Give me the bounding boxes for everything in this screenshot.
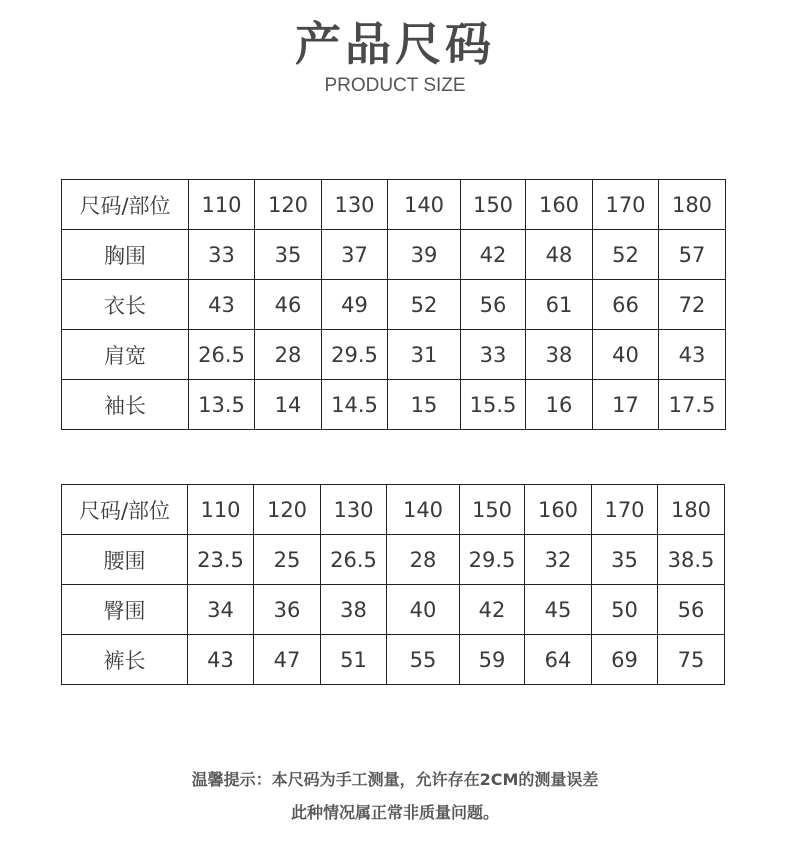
bottom-size-table [61, 484, 725, 685]
part-label-cell: 裤长 [62, 635, 188, 685]
measurement-cell: 29.5 [460, 535, 525, 585]
size-header-cell: 160 [526, 180, 593, 230]
table-row [62, 380, 726, 430]
measurement-cell: 49 [322, 280, 388, 330]
measurement-cell: 45 [525, 585, 592, 635]
part-label-cell: 臀围 [62, 585, 188, 635]
page-subtitle: PRODUCT SIZE [324, 75, 466, 96]
size-header-cell: 150 [461, 180, 526, 230]
measurement-cell: 50 [592, 585, 658, 635]
measurement-cell: 69 [592, 635, 658, 685]
measurement-cell: 17 [593, 380, 659, 430]
measurement-cell: 14 [255, 380, 322, 430]
measurement-cell: 43 [659, 330, 726, 380]
size-header-cell: 110 [189, 180, 255, 230]
measurement-cell: 55 [387, 635, 460, 685]
part-label-cell: 胸围 [62, 230, 189, 280]
measurement-cell: 37 [322, 230, 388, 280]
measurement-cell: 38 [321, 585, 387, 635]
measurement-cell: 15.5 [461, 380, 526, 430]
measurement-cell: 35 [255, 230, 322, 280]
measurement-cell: 36 [254, 585, 321, 635]
measurement-cell: 34 [188, 585, 254, 635]
size-part-header-cell: 尺码/部位 [62, 485, 188, 535]
tip-note-line1: 温馨提示：本尺码为手工测量，允许存在2CM的测量误差 [191, 770, 599, 789]
measurement-cell: 35 [592, 535, 658, 585]
table-row [62, 585, 725, 635]
measurement-cell: 33 [189, 230, 255, 280]
size-header-cell: 140 [388, 180, 461, 230]
size-header-cell: 130 [321, 485, 387, 535]
measurement-cell: 26.5 [321, 535, 387, 585]
measurement-cell: 13.5 [189, 380, 255, 430]
part-label-cell: 腰围 [62, 535, 188, 585]
size-header-cell: 180 [659, 180, 726, 230]
measurement-cell: 39 [388, 230, 461, 280]
measurement-cell: 42 [461, 230, 526, 280]
measurement-cell: 28 [255, 330, 322, 380]
size-header-cell: 150 [460, 485, 525, 535]
size-header-cell: 160 [525, 485, 592, 535]
size-header-cell: 180 [658, 485, 725, 535]
measurement-cell: 40 [593, 330, 659, 380]
size-header-cell: 170 [593, 180, 659, 230]
size-part-header-cell: 尺码/部位 [62, 180, 189, 230]
size-header-cell: 130 [322, 180, 388, 230]
table-row [62, 280, 726, 330]
measurement-cell: 72 [659, 280, 726, 330]
size-header-cell: 120 [255, 180, 322, 230]
size-header-cell: 110 [188, 485, 254, 535]
table-row [62, 230, 726, 280]
measurement-cell: 66 [593, 280, 659, 330]
measurement-cell: 56 [658, 585, 725, 635]
measurement-cell: 16 [526, 380, 593, 430]
measurement-cell: 52 [593, 230, 659, 280]
measurement-cell: 75 [658, 635, 725, 685]
measurement-cell: 42 [460, 585, 525, 635]
measurement-cell: 56 [461, 280, 526, 330]
measurement-cell: 31 [388, 330, 461, 380]
table-header-row [62, 485, 725, 535]
measurement-cell: 17.5 [659, 380, 726, 430]
measurement-cell: 29.5 [322, 330, 388, 380]
measurement-cell: 23.5 [188, 535, 254, 585]
measurement-cell: 38 [526, 330, 593, 380]
size-header-cell: 140 [387, 485, 460, 535]
table-header-row [62, 180, 726, 230]
measurement-cell: 59 [460, 635, 525, 685]
measurement-cell: 61 [526, 280, 593, 330]
measurement-cell: 43 [189, 280, 255, 330]
measurement-cell: 25 [254, 535, 321, 585]
measurement-cell: 43 [188, 635, 254, 685]
measurement-cell: 52 [388, 280, 461, 330]
page-title: 产品尺码 [295, 17, 495, 71]
measurement-cell: 47 [254, 635, 321, 685]
measurement-cell: 46 [255, 280, 322, 330]
measurement-cell: 33 [461, 330, 526, 380]
top-size-table [61, 179, 726, 430]
measurement-cell: 64 [525, 635, 592, 685]
measurement-cell: 32 [525, 535, 592, 585]
part-label-cell: 衣长 [62, 280, 189, 330]
part-label-cell: 肩宽 [62, 330, 189, 380]
measurement-cell: 15 [388, 380, 461, 430]
table-row [62, 330, 726, 380]
measurement-cell: 51 [321, 635, 387, 685]
measurement-cell: 38.5 [658, 535, 725, 585]
measurement-cell: 57 [659, 230, 726, 280]
table-row [62, 535, 725, 585]
part-label-cell: 袖长 [62, 380, 189, 430]
size-header-cell: 120 [254, 485, 321, 535]
measurement-cell: 14.5 [322, 380, 388, 430]
measurement-cell: 28 [387, 535, 460, 585]
tip-note-line2: 此种情况属正常非质量问题。 [290, 803, 499, 822]
table-row [62, 635, 725, 685]
measurement-cell: 26.5 [189, 330, 255, 380]
measurement-cell: 48 [526, 230, 593, 280]
measurement-cell: 40 [387, 585, 460, 635]
size-header-cell: 170 [592, 485, 658, 535]
